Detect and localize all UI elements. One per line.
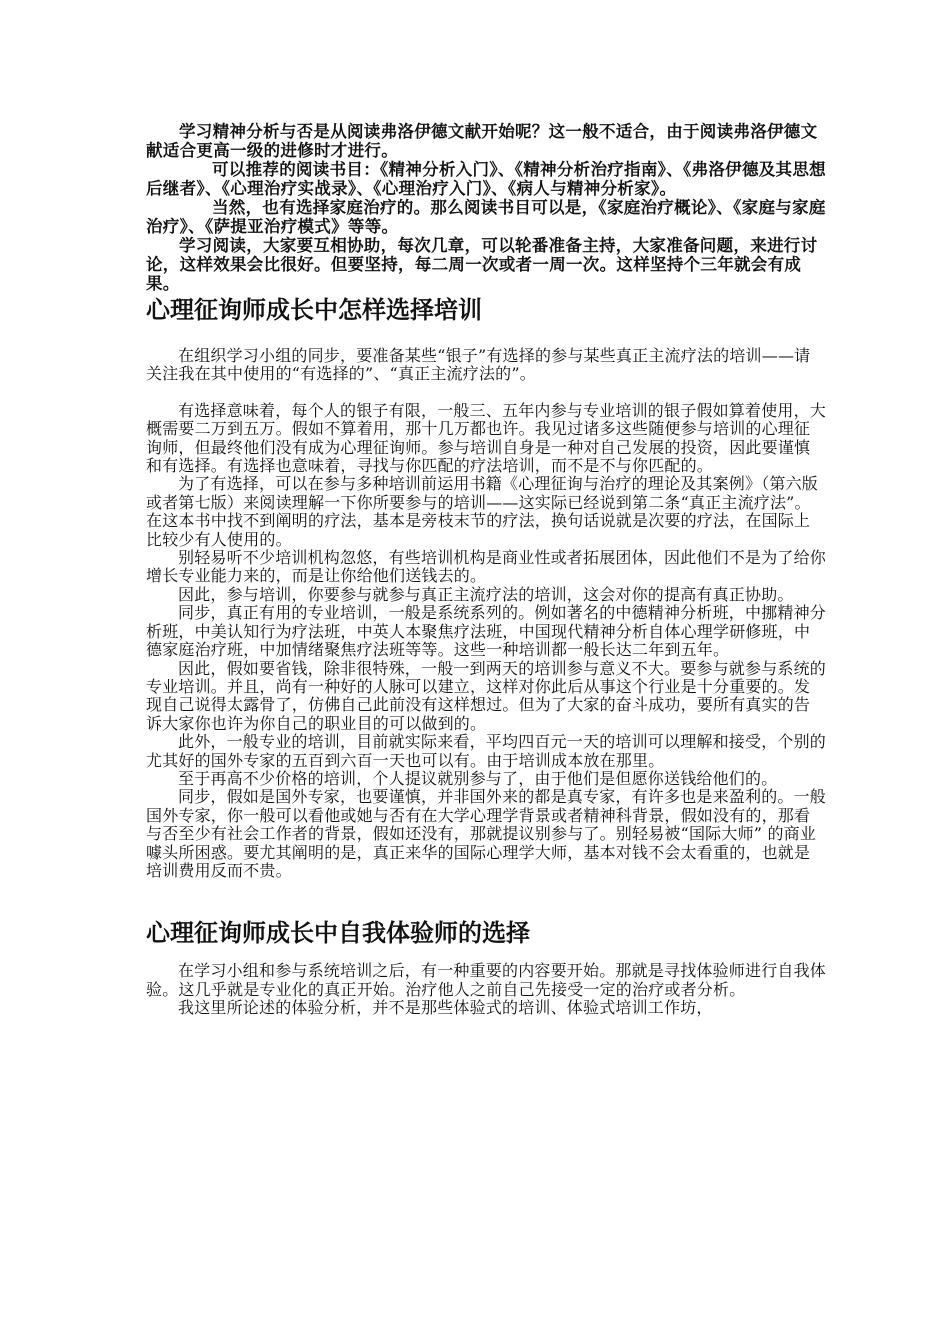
paragraph: 我这里所论述的体验分析，并不是那些体验式的培训、体验式培训工作坊，	[178, 998, 713, 1018]
intro-paragraph-3: 当然，也有选择家庭治疗的。那么阅读书目可以是，《家庭治疗概论》、《家庭与家庭治疗》、《萨提亚治疗模式》等等。	[146, 198, 826, 236]
paragraph: 有选择意味着，每个人的银子有限，一般三、五年内参与专业培训的银子假如算着使用，大概需要二万到五万。假如不算着用，那十几万都也许。我见过诸多这些随便参与培训的心理征询师，但最终他们没有成为心理征询师。参与培训自身是一种对自己发展的投资，因此要谨慎和有选择。有选择也意味着，寻找与你匹配的疗法培训，而不是不与你匹配的。	[146, 400, 827, 476]
paragraph: 此外，一般专业的培训，目前就实际来看，平均四百元一天的培训可以理解和接受，个别的尤其好的国外专家的五百到六百一天也可以有。由于培训成本放在那里。	[146, 732, 827, 770]
paragraph: 在学习小组和参与系统培训之后，有一种重要的内容要开始。那就是寻找体验师进行自我体验。这几乎就是专业化的真正开始。治疗他人之前自己先接受一定的治疗或者分析。	[146, 961, 827, 999]
paragraph: 因此，假如要省钱，除非很特殊，一般一到两天的培训参与意义不大。要参与就参与系统的专业培训。并且，尚有一种好的人脉可以建立，这样对你此后从事这个行业是十分重要的。发现自己说得太露骨了，仿佛自己此前没有这样想过。但为了大家的奋斗成功，要所有真实的告诉大家你也许为你自己的职业目的可以做到的。	[146, 658, 827, 733]
document-body	[146, 122, 826, 1018]
section-self-experience-body	[146, 962, 826, 1017]
paragraph: 同步，假如是国外专家，也要谨慎，并非国外来的都是真专家，有许多也是来盈利的。一般国外专家，你一般可以看他或她与否有在大学心理学背景或者精神科背景，假如没有的，那看与否至少有社会工作者的背景，假如还没有，那就提议别参与了。别轻易被“国际大师” 的商业噱头所困惑。要尤其阐明的是，真正来华的国际心理学大师，基本对钱不会太看重的，也就是培训费用反而不贵。	[146, 787, 827, 880]
intro-paragraph-1: 学习精神分析与否是从阅读弗洛伊德文献开始呢？这一般不适合，由于阅读弗洛伊德文献适合更高一级的进修时才进行。	[146, 122, 818, 160]
paragraph: 同步，真正有用的专业培训，一般是系统系列的。例如著名的中德精神分析班，中挪精神分析班，中美认知行为疗法班，中英人本聚焦疗法班，中国现代精神分析自体心理学研修班，中德家庭治疗班，中加情绪聚焦疗法班等等。这些一种培训都一般长达二年到五年。	[146, 603, 827, 660]
paragraph: 为了有选择，可以在参与多种培训前运用书籍《心理征询与治疗的理论及其案例》（第六版或者第七版）来阅读理解一下你所要参与的培训——这实际已经说到第二条“真正主流疗法”。在这本书中找不到阐明的疗法，基本是旁枝末节的疗法，换句话说就是次要的疗法，在国际上比较少有人使用的。	[146, 474, 819, 549]
intro-section	[146, 122, 826, 293]
section-training-body	[146, 347, 826, 880]
section-heading-self-experience: 心理征询师成长中自我体验师的选择	[146, 919, 530, 948]
intro-paragraph-2: 可以推荐的阅读书目：《精神分析入门》、《精神分析治疗指南》、《弗洛伊德及其思想后继者》、《心理治疗实战录》、《心理治疗入门》、《病人与精神分析家》。	[146, 160, 826, 198]
paragraph: 至于再高不少价格的培训，个人提议就别参与了，由于他们是但愿你送钱给他们的。	[178, 768, 778, 788]
intro-paragraph-4: 学习阅读，大家要互相协助，每次几章，可以轮番准备主持，大家准备问题，来进行讨论，这样效果会比很好。但要坚持，每二周一次或者一周一次。这样坚持个三年就会有成果。	[146, 236, 818, 293]
paragraph: 在组织学习小组的同步，要准备某些“银子”有选择的参与某些真正主流疗法的培训——请关注我在其中使用的“有选择的”、“真正主流疗法的”。	[146, 346, 811, 384]
paragraph: 因此，参与培训，你要参与就参与真正主流疗法的培训，这会对你的提高有真正协助。	[178, 584, 794, 604]
section-heading-training: 心理征询师成长中怎样选择培训	[146, 296, 482, 324]
paragraph: 别轻易听不少培训机构忽悠，有些培训机构是商业性或者拓展团体，因此他们不是为了给你增长专业能力来的，而是让你给他们送钱去的。	[146, 548, 827, 586]
